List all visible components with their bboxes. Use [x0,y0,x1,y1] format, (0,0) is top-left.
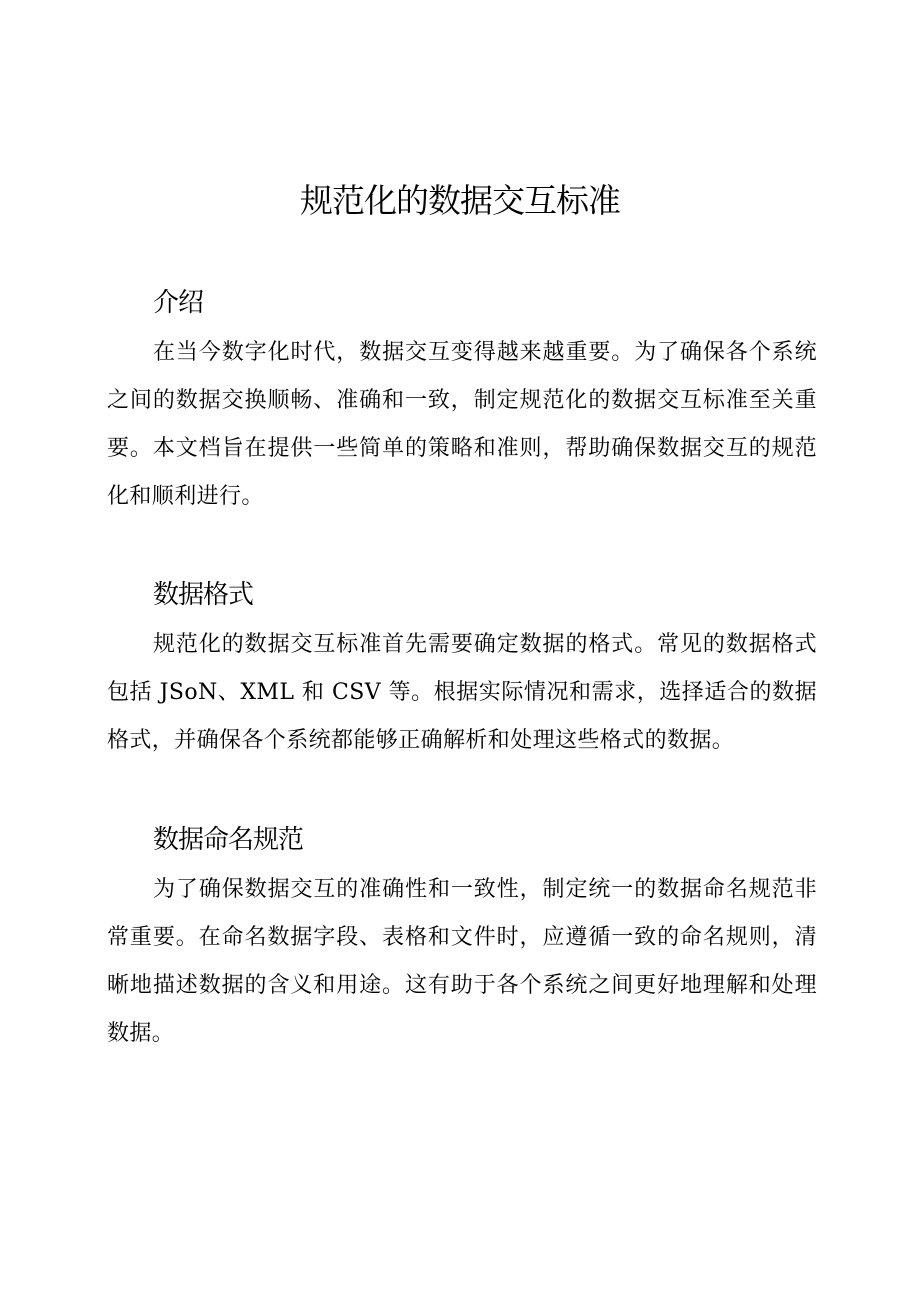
section-body-data-naming: 为了确保数据交互的准确性和一致性，制定统一的数据命名规范非常重要。在命名数据字段、表格和文件时，应遵循一致的命名规则，清晰地描述数据的含义和用途。这有助于各个系统之间更好地理解和处理数据。 [107,877,817,1046]
document-title: 规范化的数据交互标准 [300,181,620,220]
section-data-naming [107,820,817,1058]
section-heading-data-format: 数据格式 [153,580,254,610]
section-heading-data-naming: 数据命名规范 [153,825,304,855]
section-body-introduction: 在当今数字化时代，数据交互变得越来越重要。为了确保各个系统之间的数据交换顺畅、准确和一致，制定规范化的数据交互标准至关重要。本文档旨在提供一些简单的策略和准则，帮助确保数据交互的规范化和顺利进行。 [107,340,817,509]
section-data-format [107,575,817,765]
section-introduction [107,283,817,521]
section-body-data-format: 规范化的数据交互标准首先需要确定数据的格式。常见的数据格式包括 JSoN、XML 和 CSV 等。根据实际情况和需求，选择适合的数据格式，并确保各个系统都能够正确解析和处理这些格式的数据。 [107,632,817,753]
section-heading-introduction: 介绍 [153,288,204,318]
